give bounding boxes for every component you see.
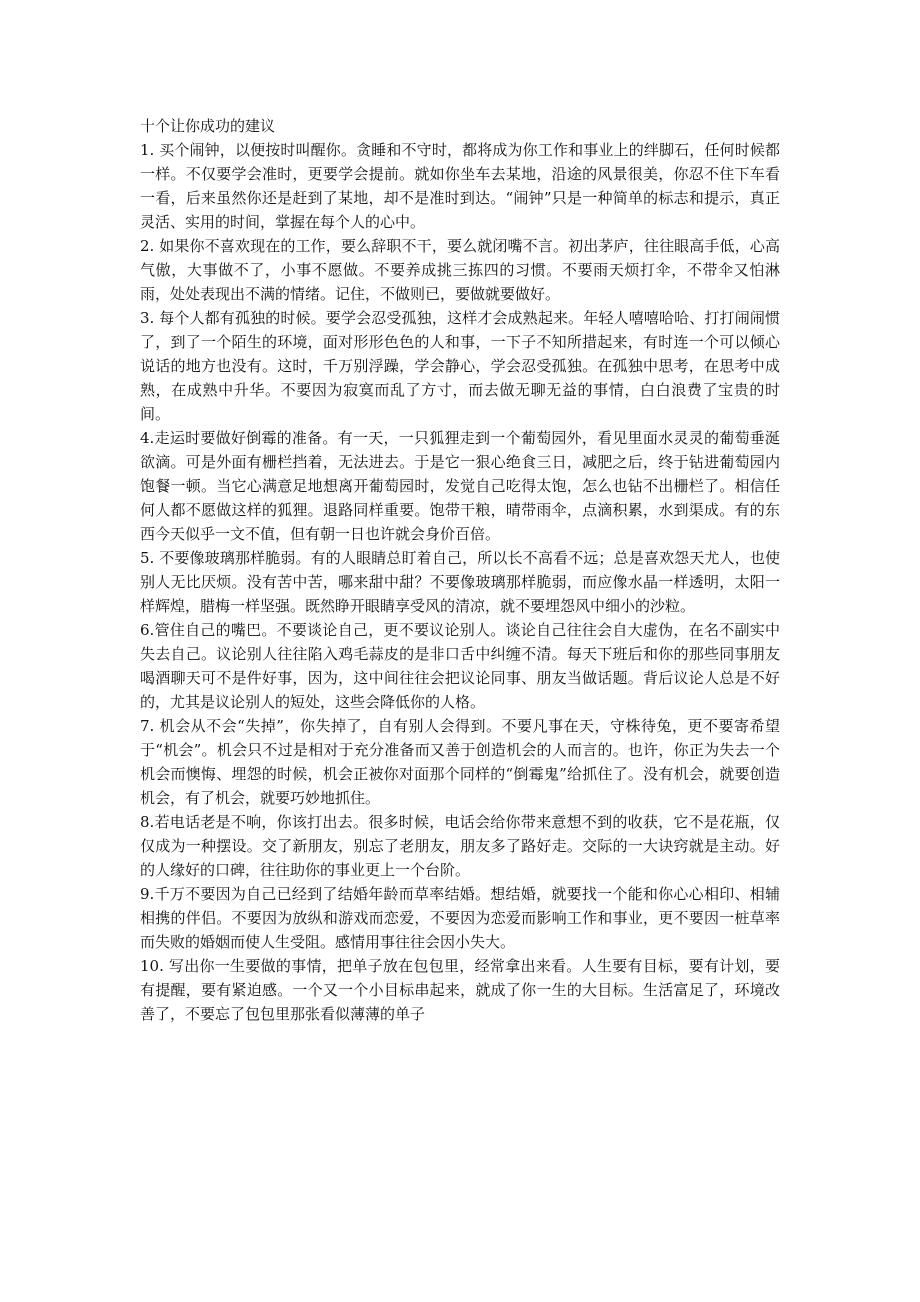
paragraph-10: 10. 写出你一生要做的事情，把单子放在包包里，经常拿出来看。人生要有目标，要有计划，要有提醒，要有紧迫感。一个又一个小目标串起来，就成了你一生的大目标。生活富足了，环境改善了，不要忘了包包里那张看似薄薄的单子 [140,957,780,1023]
paragraph-8: 8.若电话老是不响，你该打出去。很多时候，电话会给你带来意想不到的收获，它不是花瓶，仅仅成为一种摆设。交了新朋友，别忘了老朋友，朋友多了路好走。交际的一大诀窍就是主动。好的人缘好的口碑，往往助你的事业更上一个台阶。 [140,813,780,879]
paragraph-7: 7. 机会从不会“失掉”，你失掉了，自有别人会得到。不要凡事在天，守株待兔，更不要寄希望于“机会”。机会只不过是相对于充分准备而又善于创造机会的人而言的。也许，你正为失去一个机会而懊悔、埋怨的时候，机会正被你对面那个同样的“倒霉鬼”给抓住了。没有机会，就要创造机会，有了机会，就要巧妙地抓住。 [140,717,780,807]
document-body [140,114,780,1026]
paragraph-2: 2. 如果你不喜欢现在的工作，要么辞职不干，要么就闭嘴不言。初出茅庐，往往眼高手低，心高气傲，大事做不了，小事不愿做。不要养成挑三拣四的习惯。不要雨天烦打伞，不带伞又怕淋雨，处处表现出不满的情绪。记住，不做则已，要做就要做好。 [140,237,780,303]
paragraph-3: 3. 每个人都有孤独的时候。要学会忍受孤独，这样才会成熟起来。年轻人嘻嘻哈哈、打打闹闹惯了，到了一个陌生的环境，面对形形色色的人和事，一下子不知所措起来，有时连一个可以倾心说话的地方也没有。这时，千万别浮躁，学会静心，学会忍受孤独。在孤独中思考，在思考中成熟，在成熟中升华。不要因为寂寞而乱了方寸，而去做无聊无益的事情，白白浪费了宝贵的时间。 [140,309,780,423]
paragraph-1: 1. 买个闹钟，以便按时叫醒你。贪睡和不守时，都将成为你工作和事业上的绊脚石，任何时候都一样。不仅要学会准时，更要学会提前。就如你坐车去某地，沿途的风景很美，你忍不住下车看一看，后来虽然你还是赶到了某地，却不是准时到达。“闹钟”只是一种简单的标志和提示，真正灵活、实用的时间，掌握在每个人的心中。 [140,141,780,231]
document-title: 十个让你成功的建议 [140,117,276,135]
paragraph-5: 5. 不要像玻璃那样脆弱。有的人眼睛总盯着自己，所以长不高看不远；总是喜欢怨天尤人，也使别人无比厌烦。没有苦中苦，哪来甜中甜？不要像玻璃那样脆弱，而应像水晶一样透明，太阳一样辉煌，腊梅一样坚强。既然睁开眼睛享受风的清凉，就不要埋怨风中细小的沙粒。 [140,549,780,615]
paragraph-9: 9.千万不要因为自己已经到了结婚年龄而草率结婚。想结婚，就要找一个能和你心心相印、相辅相携的伴侣。不要因为放纵和游戏而恋爱，不要因为恋爱而影响工作和事业，更不要因一桩草率而失败的婚姻而使人生受阻。感情用事往往会因小失大。 [140,885,780,951]
paragraph-6: 6.管住自己的嘴巴。不要谈论自己，更不要议论别人。谈论自己往往会自大虚伪，在名不副实中失去自己。议论别人往往陷入鸡毛蒜皮的是非口舌中纠缠不清。每天下班后和你的那些同事朋友喝酒聊天可不是件好事，因为，这中间往往会把议论同事、朋友当做话题。背后议论人总是不好的，尤其是议论别人的短处，这些会降低你的人格。 [140,621,780,711]
paragraph-4: 4.走运时要做好倒霉的准备。有一天，一只狐狸走到一个葡萄园外，看见里面水灵灵的葡萄垂涎欲滴。可是外面有栅栏挡着，无法进去。于是它一狠心绝食三日，减肥之后，终于钻进葡萄园内饱餐一顿。当它心满意足地想离开葡萄园时，发觉自己吃得太饱，怎么也钻不出栅栏了。相信任何人都不愿做这样的狐狸。退路同样重要。饱带干粮，晴带雨伞，点滴积累，水到渠成。有的东西今天似乎一文不值，但有朝一日也许就会身价百倍。 [140,429,780,543]
